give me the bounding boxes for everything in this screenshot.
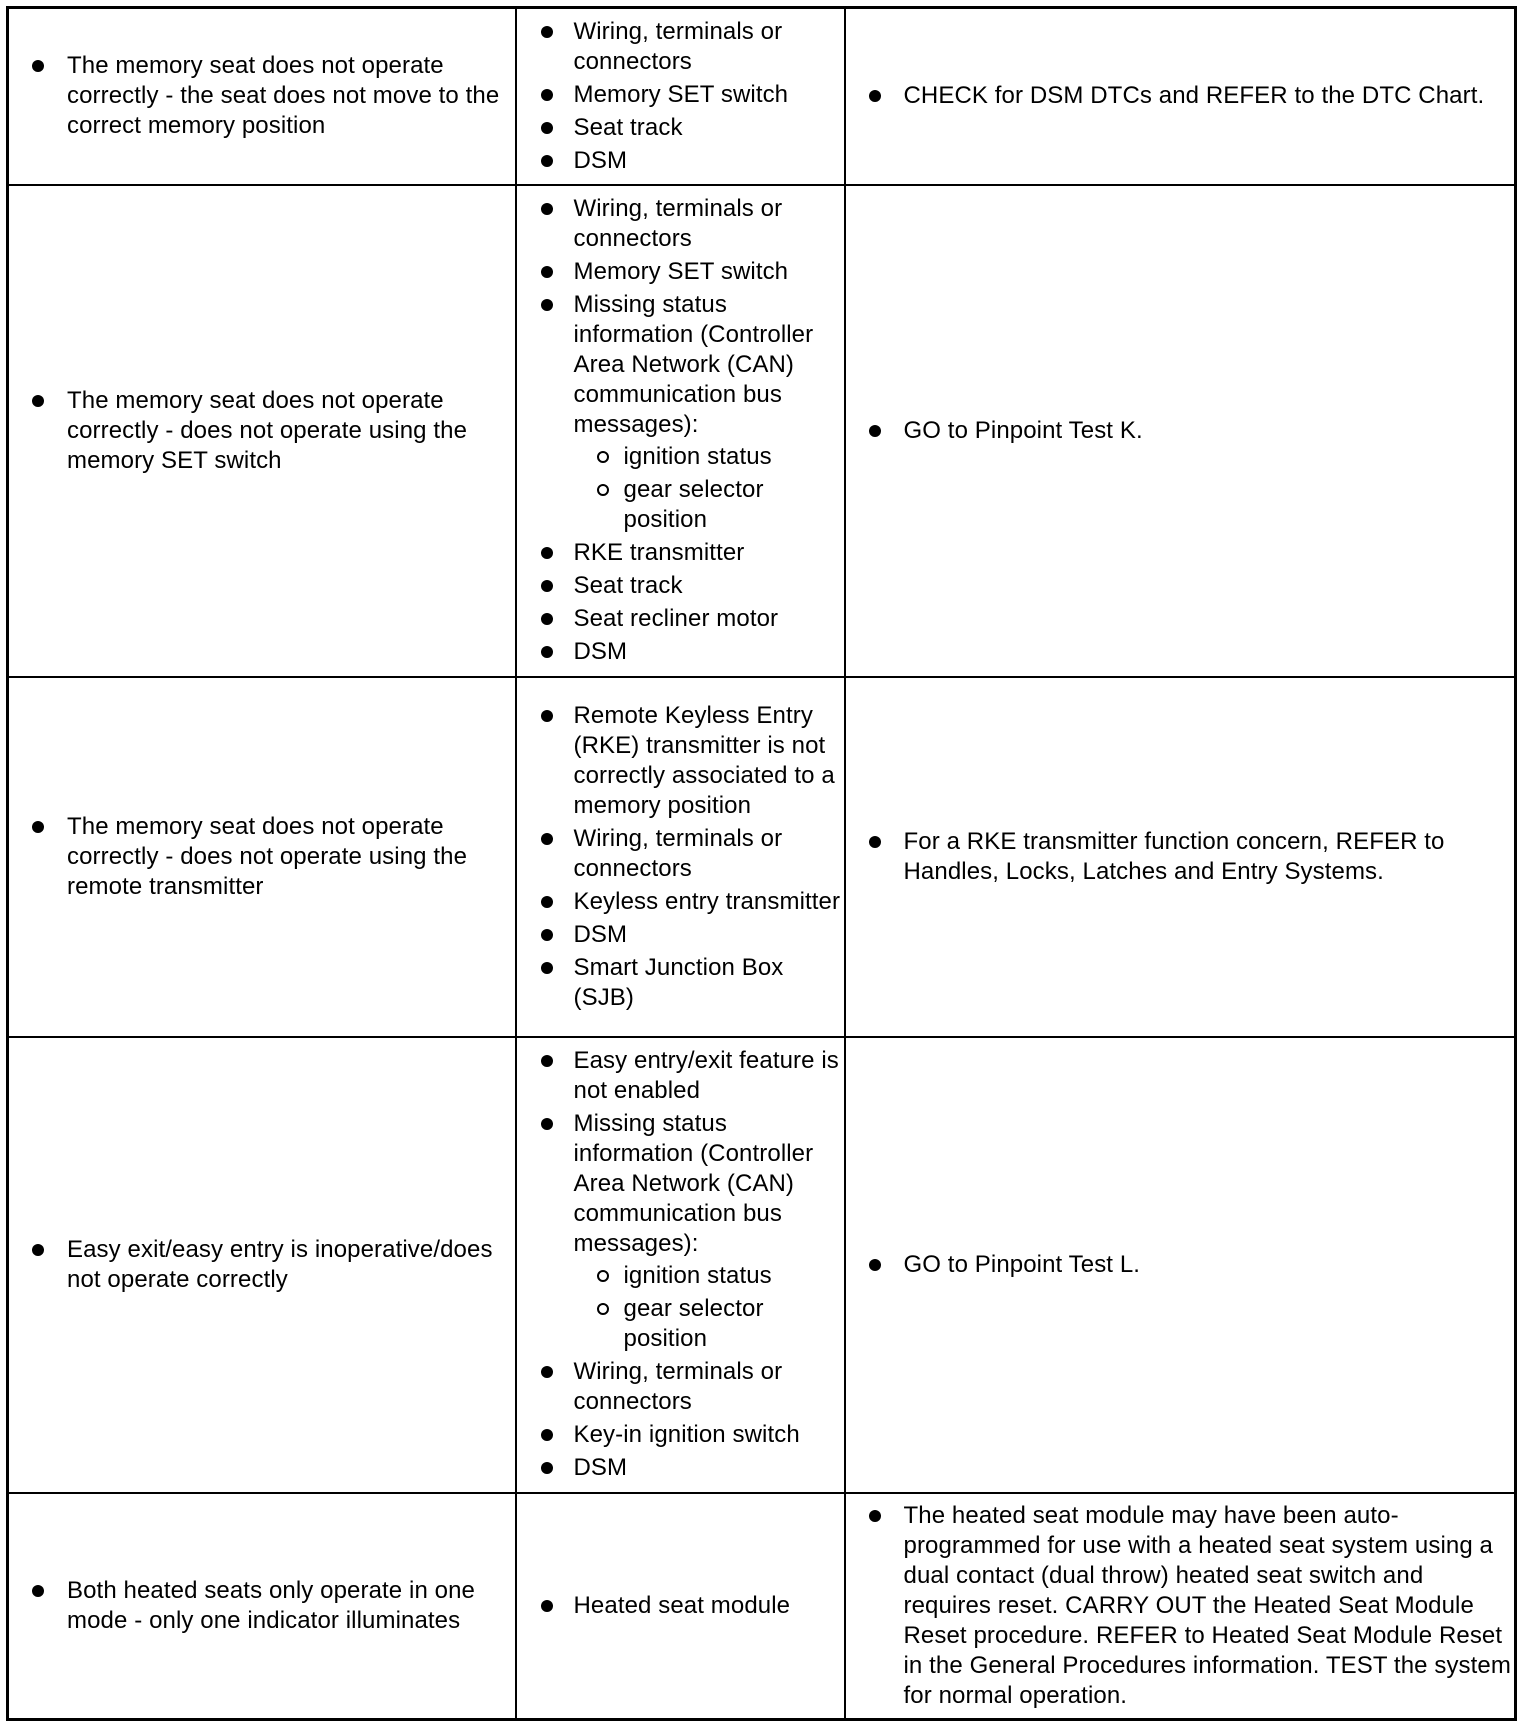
chart-row: [8, 1493, 1516, 1720]
possible-source-text: Memory SET switch: [573, 80, 789, 108]
action-cell: [845, 1037, 1516, 1493]
possible-source-text: Smart Junction Box (SJB): [573, 953, 784, 1011]
possible-source-item: [517, 824, 844, 884]
condition-cell: [8, 1037, 516, 1493]
possible-source-item: [517, 194, 844, 254]
possible-source-item: [517, 1046, 844, 1106]
possible-source-text: Seat recliner motor: [573, 605, 779, 632]
action-cell: [845, 185, 1516, 677]
possible-source-item: [517, 257, 844, 287]
chart-row: [8, 8, 1516, 185]
condition-cell: [8, 185, 516, 677]
possible-source-item: [517, 113, 844, 143]
possible-source-item: [517, 17, 844, 77]
condition-cell: [8, 8, 516, 185]
chart-row: [8, 1037, 1516, 1493]
possible-source-text: Wiring, terminals or connectors: [573, 824, 783, 882]
chart-row: [8, 677, 1516, 1037]
action-text: The heated seat module may have been auto-programmed for use with a heated seat system using a dual contact (dual throw) heated seat switch and requires reset. CARRY OUT the Heated Seat Module Reset procedure. REFER to Heated Seat Module Reset in the General Procedures information. TEST the system for normal operation.: [846, 1501, 1515, 1711]
possible-source-item: [517, 290, 844, 535]
possible-source-text: Seat track: [573, 113, 683, 141]
condition-text: Easy exit/easy entry is inoperative/does not operate correctly: [9, 1235, 515, 1295]
possible-source-text: Seat track: [573, 572, 683, 599]
possible-source-item: [517, 701, 844, 821]
possible-source-text: DSM: [573, 146, 628, 174]
symptom-chart-table: [6, 6, 1517, 1721]
possible-source-text: Key-in ignition switch: [573, 1421, 800, 1448]
action-cell: [845, 677, 1516, 1037]
action-text: CHECK for DSM DTCs and REFER to the DTC Chart.: [846, 81, 1515, 111]
condition-text: The memory seat does not operate correctly - the seat does not move to the correct memory position: [9, 51, 515, 141]
condition-cell: [8, 677, 516, 1037]
possible-source-text: DSM: [573, 920, 628, 948]
action-text: For a RKE transmitter function concern, REFER to Handles, Locks, Latches and Entry Systems.: [846, 827, 1515, 887]
possible-source-text: Wiring, terminals or connectors: [573, 1358, 783, 1415]
condition-text: The memory seat does not operate correctly - does not operate using the remote transmitter: [9, 812, 515, 902]
possible-source-item: [517, 571, 844, 601]
possible-source-cell: [516, 1037, 845, 1493]
possible-source-item: [517, 1357, 844, 1417]
possible-source-text: DSM: [573, 638, 628, 665]
possible-source-text: Wiring, terminals or connectors: [573, 195, 783, 252]
possible-source-subitem: ignition status: [574, 442, 844, 472]
possible-source-text: Keyless entry transmitter: [573, 887, 841, 915]
condition-cell: [8, 1493, 516, 1720]
action-text: GO to Pinpoint Test K.: [846, 416, 1515, 446]
possible-source-item: [517, 887, 844, 917]
possible-source-item: [517, 1591, 844, 1621]
possible-source-item: [517, 1109, 844, 1354]
possible-source-text: Heated seat module: [573, 1591, 791, 1619]
possible-source-item: [517, 953, 844, 1013]
action-text: GO to Pinpoint Test L.: [846, 1250, 1515, 1280]
possible-source-item: [517, 80, 844, 110]
possible-source-text: Missing status information (Controller Area Network (CAN) communication bus messages):: [573, 291, 814, 438]
action-cell: [845, 8, 1516, 185]
possible-source-subitem: ignition status: [574, 1261, 844, 1291]
possible-source-cell: [516, 8, 845, 185]
possible-source-cell: [516, 677, 845, 1037]
possible-source-text: Wiring, terminals or connectors: [573, 17, 783, 75]
possible-source-subitem: gear selector position: [574, 475, 844, 535]
possible-source-item: [517, 1453, 844, 1483]
possible-source-text: Remote Keyless Entry (RKE) transmitter is not correctly associated to a memory position: [573, 701, 835, 819]
possible-source-item: [517, 1420, 844, 1450]
possible-source-text: Easy entry/exit feature is not enabled: [573, 1047, 839, 1104]
chart-row: [8, 185, 1516, 677]
action-cell: [845, 1493, 1516, 1720]
possible-source-item: [517, 604, 844, 634]
possible-source-text: Memory SET switch: [573, 258, 789, 285]
possible-source-cell: [516, 1493, 845, 1720]
possible-source-subitem: gear selector position: [574, 1294, 844, 1354]
possible-source-text: Missing status information (Controller Area Network (CAN) communication bus messages):: [573, 1110, 814, 1257]
possible-source-item: [517, 920, 844, 950]
symptom-chart-body: [8, 8, 1516, 1720]
possible-source-item: [517, 637, 844, 667]
possible-source-cell: [516, 185, 845, 677]
condition-text: Both heated seats only operate in one mode - only one indicator illuminates: [9, 1576, 515, 1636]
possible-source-item: [517, 146, 844, 176]
possible-source-item: [517, 538, 844, 568]
possible-source-text: RKE transmitter: [573, 539, 745, 566]
possible-source-text: DSM: [573, 1454, 628, 1481]
condition-text: The memory seat does not operate correctly - does not operate using the memory SET switch: [9, 386, 515, 476]
